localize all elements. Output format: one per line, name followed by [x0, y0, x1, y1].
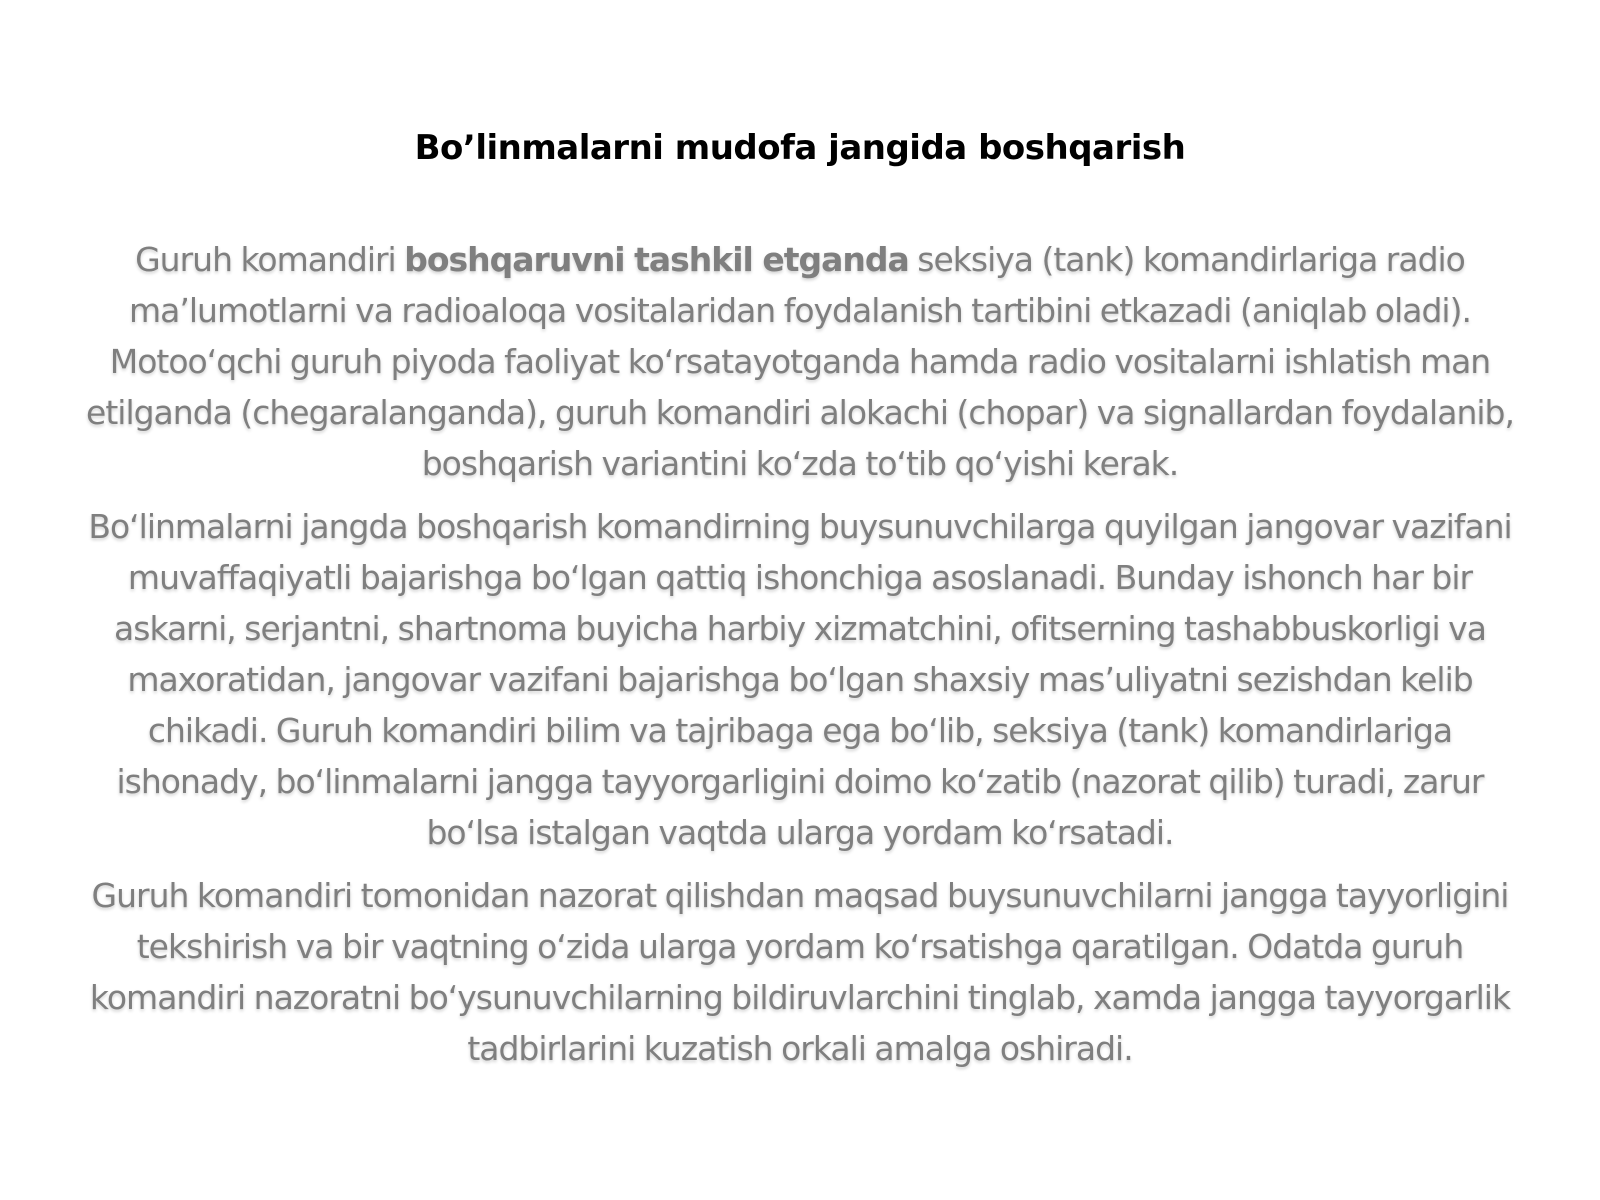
- paragraph-1-bold: boshqaruvni tashkil etganda: [404, 240, 909, 279]
- paragraph-1-before: Guruh komandiri: [135, 240, 405, 279]
- paragraph-1: [80, 234, 1520, 489]
- slide-title: Bo’linmalarni mudofa jangida boshqarish: [414, 128, 1186, 168]
- paragraph-1-after: seksiya (tank) komandirlariga radio ma’lumotlarni va radioaloqa vositalaridan foydalanish tartibini etkazadi (aniqlab oladi). Motooʻqchi guruh piyoda faoliyat koʻrsatayotganda hamda radio vositalarni ishlatish man etilganda (chegaralanganda), guruh komandiri alokachi (chopar) va signallardan foydalanib, boshqarish variantini koʻzda toʻtib qoʻyishi kerak.: [86, 240, 1514, 483]
- slide-body: [80, 234, 1520, 1086]
- paragraph-2: Boʻlinmalarni jangda boshqarish komandirning buysunuvchilarga quyilgan jangovar vazifani muvaffaqiyatli bajarishga boʻlgan qattiq ishonchiga asoslanadi. Bunday ishonch har bir askarni, serjantni, shartnoma buyicha harbiy xizmatchini, ofitserning tashabbuskorligi va maxoratidan, jangovar vazifani bajarishga boʻlgan shaxsiy mas’uliyatni sezishdan kelib chikadi. Guruh komandiri bilim va tajribaga ega boʻlib, seksiya (tank) komandirlariga ishonady, boʻlinmalarni jangga tayyorgarligini doimo koʻzatib (nazorat qilib) turadi, zarur boʻlsa istalgan vaqtda ularga yordam koʻrsatadi.: [88, 507, 1512, 852]
- paragraph-3: Guruh komandiri tomonidan nazorat qilishdan maqsad buysunuvchilarni jangga tayyorligini tekshirish va bir vaqtning oʻzida ularga yordam koʻrsatishga qaratilgan. Odatda guruh komandiri nazoratni boʻysunuvchilarning bildiruvlarchini tinglab, xamda jangga tayyorgarlik tadbirlarini kuzatish orkali amalga oshiradi.: [89, 876, 1511, 1068]
